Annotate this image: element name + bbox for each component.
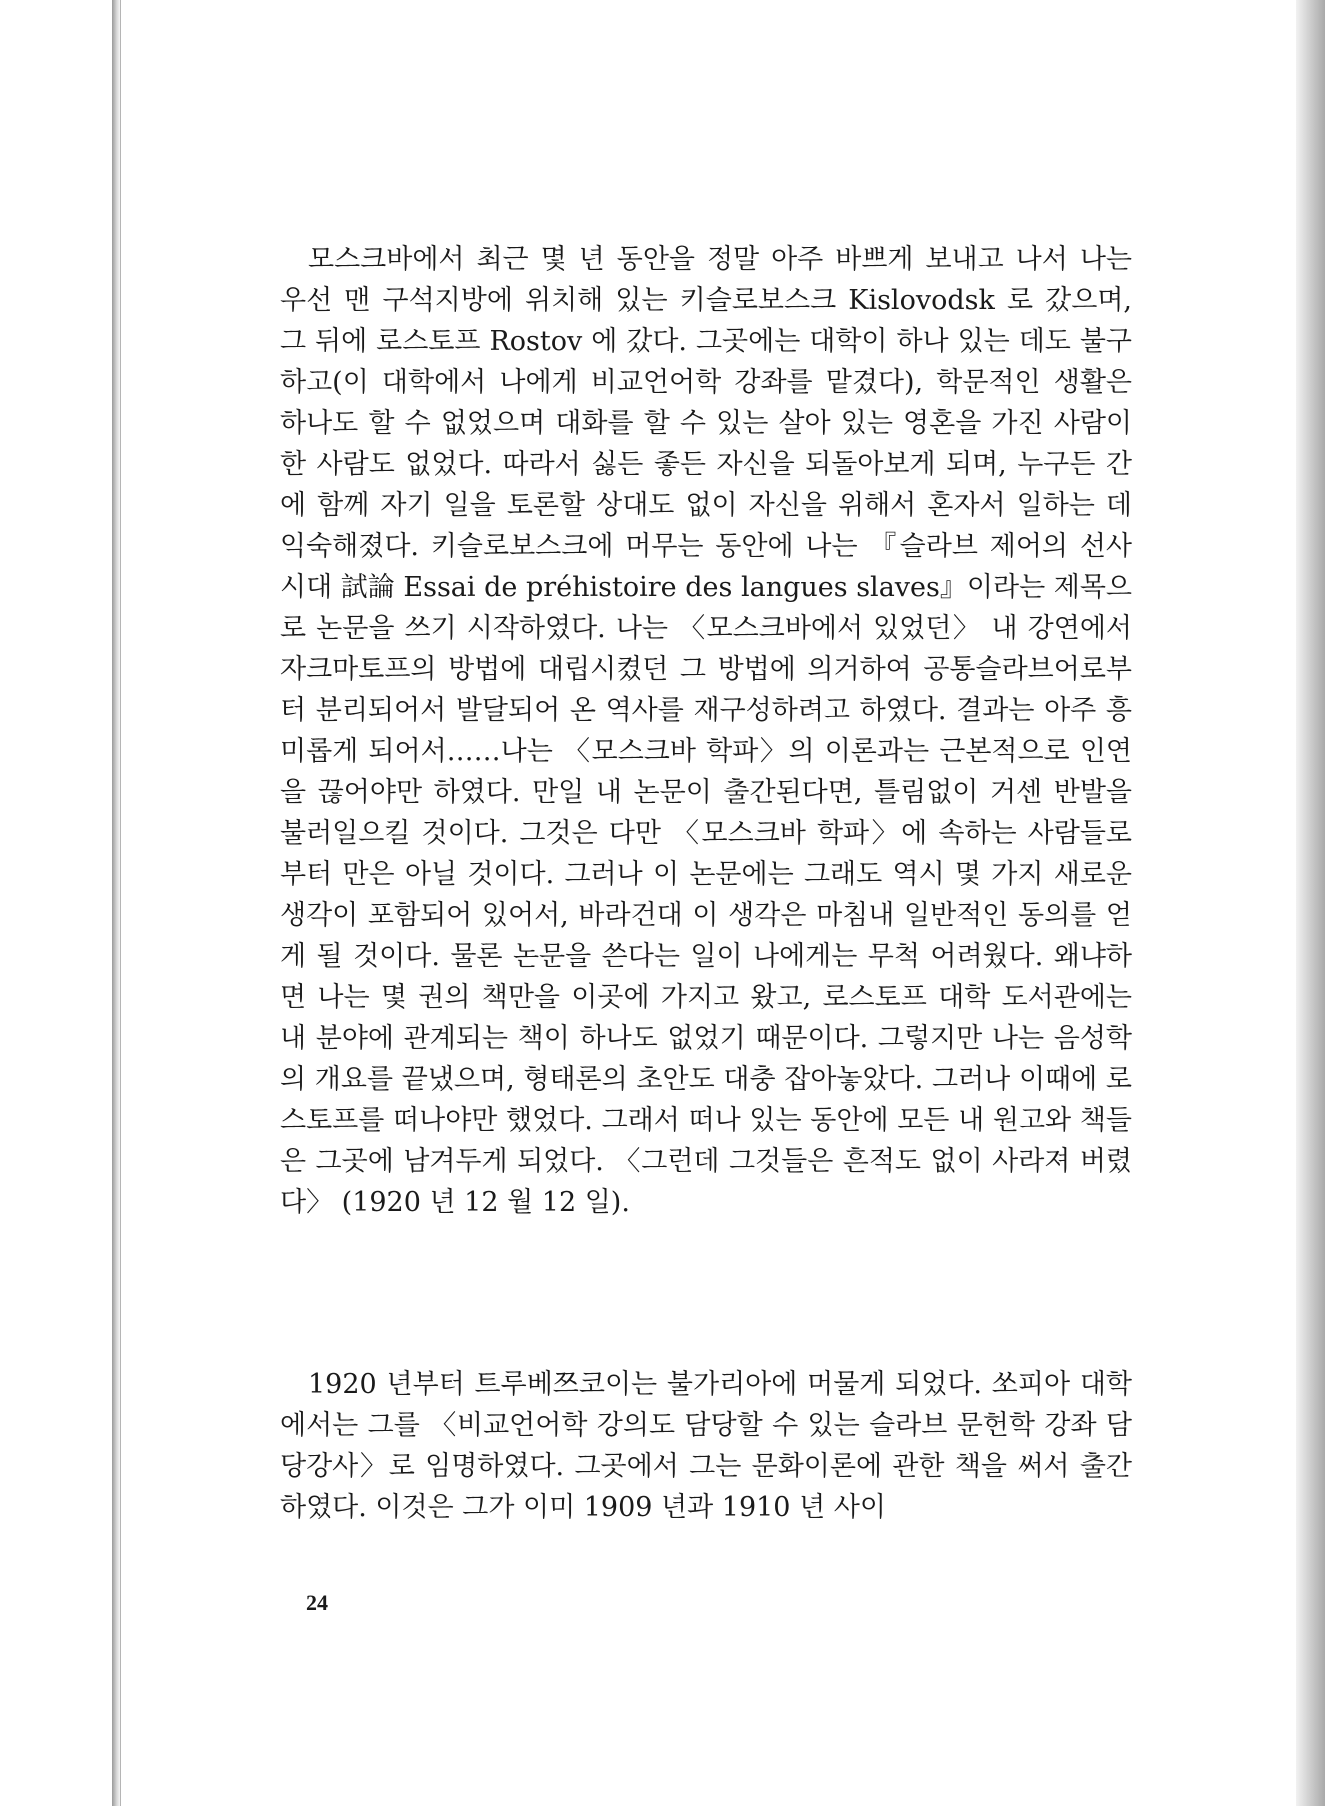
paragraph-1-text: 모스크바에서 최근 몇 년 동안을 정말 아주 바쁘게 보내고 나서 나는 우선 맨 구석지방에 위치해 있는 키슬로보스크 Kislovodsk 로 갔으며, 그 뒤에 로스토프 Rostov 에 갔다. 그곳에는 대학이 하나 있는 데도 불구하고(이 대학에서 나에게 비교언어학 강좌를 맡겼다), 학문적인 생활은 하나도 할 수 없었으며 대화를 할 수 있는 살아 있는 영혼을 가진 사람이 한 사람도 없었다. 따라서 싫든 좋든 자신을 되돌아보게 되며, 누구든 간에 함께 자기 일을 토론할 상대도 없이 자신을 위해서 혼자서 일하는 데 익숙해졌다. 키슬로보스크에 머무는 동안에 나는 『슬라브 제어의 선사시대 試論 Essai de préhistoire des langues slaves』이라는 제목으로 논문을 쓰기 시작하였다. 나는 〈모스크바에서 있었던〉 내 강연에서 자크마토프의 방법에 대립시켰던 그 방법에 의거하여 공통슬라브어로부터 분리되어서 발달되어 온 역사를 재구성하려고 하였다. 결과는 아주 흥미롭게 되어서……나는 〈모스크바 학파〉의 이론과는 근본적으로 인연을 끊어야만 하였다. 만일 내 논문이 출간된다면, 틀림없이 거센 반발을 불러일으킬 것이다. 그것은 다만 〈모스크바 학파〉에 속하는 사람들로부터 만은 아닐 것이다. 그러나 이 논문에는 그래도 역시 몇 가지 새로운 생각이 포함되어 있어서, 바라건대 이 생각은 마침내 일반적인 동의를 얻게 될 것이다. 물론 논문을 쓴다는 일이 나에게는 무척 어려웠다. 왜냐하면 나는 몇 권의 책만을 이곳에 가지고 왔고, 로스토프 대학 도서관에는 내 분야에 관계되는 책이 하나도 없었기 때문이다. 그렇지만 나는 음성학의 개요를 끝냈으며, 형태론의 초안도 대충 잡아놓았다. 그러나 이때에 로스토프를 떠나야만 했었다. 그래서 떠나 있는 동안에 모든 내 원고와 책들은 그곳에 남겨두게 되었다. 〈그런데 그것들은 흔적도 없이 사라져 버렸다〉 (1920 년 12 월 12 일). [280,244,1132,1218]
paragraph-1 [280,239,1132,1223]
page-edge-shadow [1296,0,1325,1806]
page-gutter-shadow [112,0,120,1806]
paragraph-2-text: 1920 년부터 트루베쯔코이는 불가리아에 머물게 되었다. 쏘피아 대학에서는 그를 〈비교언어학 강의도 담당할 수 있는 슬라브 문헌학 강좌 담당강사〉로 임명하였다. 그곳에서 그는 문화이론에 관한 책을 써서 출간하였다. 이것은 그가 이미 1909 년과 1910 년 사이 [280,1369,1132,1523]
paragraph-2 [280,1364,1132,1528]
page-number: 24 [306,1590,328,1615]
